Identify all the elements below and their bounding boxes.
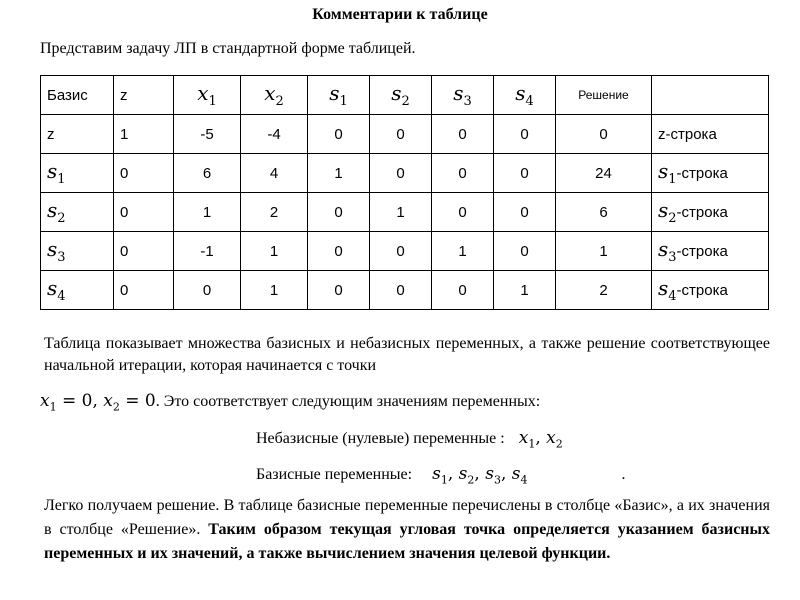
table-cell: 0 (370, 115, 432, 154)
conclusion-normal: Легко получаем решение. В таблице базисные переменные перечислены в столбце «Базис», а их значения в столбце «Решение». (44, 497, 770, 538)
table-cell: 0 (370, 232, 432, 271)
row-label-var-symbol: $s_4$ (658, 276, 677, 304)
conclusion-bold: Таким образом текущая угловая точка определяется указанием базисных переменных и их значений, а также вычислением значения целевой функции. (44, 521, 770, 562)
row-label-var-symbol: $s_3$ (658, 237, 677, 265)
table-cell: -5 (174, 115, 241, 154)
table-cell: 0 (432, 115, 494, 154)
row-basis (41, 193, 114, 232)
row-label (652, 154, 769, 193)
table-cell: 0 (494, 232, 556, 271)
basis-var-symbol: $s_2$ (47, 198, 66, 226)
basis-var-symbol: $s_1$ (47, 159, 66, 187)
table-cell: 0 (308, 271, 370, 310)
row-label-text: z-строка (658, 125, 717, 143)
header-var-s2 (370, 76, 432, 115)
row-label-var-symbol: $s_1$ (658, 159, 677, 187)
table-row (41, 154, 769, 193)
nonbasic-label: Небазисные (нулевые) переменные : (256, 430, 505, 447)
basis-var-symbol: $s_4$ (47, 276, 66, 304)
row-label (652, 193, 769, 232)
table-cell: 0 (114, 154, 174, 193)
table-cell: 0 (432, 193, 494, 232)
table-cell: 0 (174, 271, 241, 310)
table-cell: 0 (114, 193, 174, 232)
row-basis: z (41, 115, 114, 154)
simplex-table (40, 75, 769, 310)
paragraph-conclusion (44, 494, 770, 566)
table-cell: 1 (241, 232, 308, 271)
point-explanation: . Это соответствует следующим значениям переменных: (155, 393, 541, 410)
table-cell: 0 (494, 154, 556, 193)
table-cell: 0 (114, 232, 174, 271)
table-cell: 24 (556, 154, 652, 193)
header-row-label (652, 76, 769, 115)
header-var-x1 (174, 76, 241, 115)
basic-line (256, 464, 625, 486)
basis-var-symbol: $s_3$ (47, 237, 66, 265)
header-solution: Решение (556, 76, 652, 115)
table-cell: -4 (241, 115, 308, 154)
header-basis: Базис (41, 76, 114, 115)
table-cell: 0 (556, 115, 652, 154)
table-cell: 1 (494, 271, 556, 310)
row-basis (41, 232, 114, 271)
row-label (652, 271, 769, 310)
table-row (41, 271, 769, 310)
row-label (652, 115, 769, 154)
table-cell: 6 (556, 193, 652, 232)
paragraph-iteration: Таблица показывает множества базисных и небазисных переменных, а также решение соответствующее начальной итерации, которая начинается с точки (44, 335, 770, 374)
header-var-x2 (241, 76, 308, 115)
table-cell: 0 (432, 154, 494, 193)
table-cell: 1 (241, 271, 308, 310)
header-var-s3 (432, 76, 494, 115)
row-label-text: -строка (676, 165, 728, 182)
table-header-row (41, 76, 769, 115)
basic-label: Базисные переменные: (256, 466, 413, 483)
table-cell: 4 (241, 154, 308, 193)
table-cell: 1 (556, 232, 652, 271)
header-var-symbol: $s_2$ (391, 81, 410, 109)
table-cell: 0 (494, 193, 556, 232)
table-cell: 0 (308, 115, 370, 154)
table-cell: 1 (370, 193, 432, 232)
intro-text: Представим задачу ЛП в стандартной форме таблицей. (40, 40, 416, 57)
table-cell: -1 (174, 232, 241, 271)
table-cell: 2 (241, 193, 308, 232)
table-cell: 0 (308, 232, 370, 271)
header-z: z (114, 76, 174, 115)
table-cell: 1 (114, 115, 174, 154)
page-title: Комментарии к таблице (312, 6, 488, 23)
header-var-symbol: $x_1$ (197, 81, 217, 109)
nonbasic-vars: $x_1$, $x_2$ (518, 428, 563, 451)
point-formula: $x_1 = 0$, $x_2 = 0$ (40, 391, 156, 414)
header-var-s4 (494, 76, 556, 115)
table-cell: 0 (432, 271, 494, 310)
start-point-line (40, 391, 540, 413)
basic-trail: . (621, 466, 626, 483)
table-cell: 0 (494, 115, 556, 154)
row-label (652, 232, 769, 271)
header-var-symbol: $s_4$ (515, 81, 534, 109)
row-basis (41, 271, 114, 310)
header-var-symbol: $x_2$ (264, 81, 284, 109)
table-cell: 0 (308, 193, 370, 232)
table-cell: 2 (556, 271, 652, 310)
table-row (41, 193, 769, 232)
table-row (41, 115, 769, 154)
table-cell: 0 (370, 271, 432, 310)
row-basis (41, 154, 114, 193)
row-label-text: -строка (676, 204, 728, 221)
row-label-var-symbol: $s_2$ (658, 198, 677, 226)
table-cell: 0 (370, 154, 432, 193)
header-var-symbol: $s_3$ (453, 81, 472, 109)
table-cell: 1 (432, 232, 494, 271)
row-label-text: -строка (676, 243, 728, 260)
header-var-s1 (308, 76, 370, 115)
table-row (41, 232, 769, 271)
row-label-text: -строка (676, 282, 728, 299)
header-var-symbol: $s_1$ (329, 81, 348, 109)
table-cell: 1 (174, 193, 241, 232)
table-cell: 0 (114, 271, 174, 310)
basic-vars: $s_1$, $s_2$, $s_3$, $s_4$ (432, 464, 528, 487)
nonbasic-line (256, 428, 563, 450)
table-cell: 6 (174, 154, 241, 193)
table-cell: 1 (308, 154, 370, 193)
